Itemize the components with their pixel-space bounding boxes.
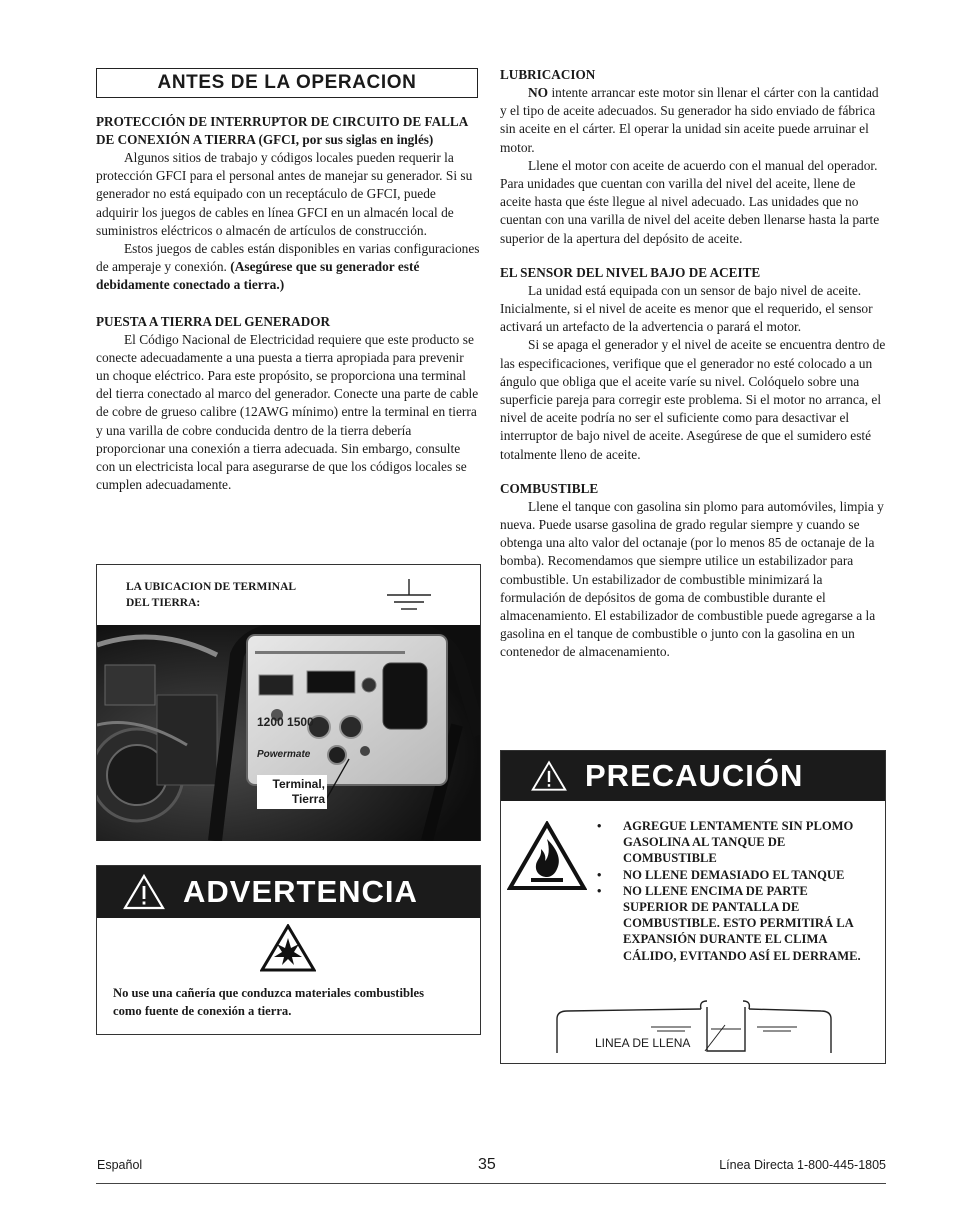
footer-page-number: 35	[478, 1156, 496, 1173]
panel-brand: Powermate	[257, 749, 311, 760]
oil-sensor-paragraph-1: La unidad está equipada con un sensor de bajo nivel de aceite. Inicialmente, si el nivel de aceite es menor que el requerido, el sensor activará un artefacto de la advertencia o parará el motor.	[500, 282, 873, 335]
gfci-paragraph-2	[96, 240, 480, 295]
caution-bullet-2: • NO LLENE DEMASIADO EL TANQUE	[595, 867, 865, 883]
warning-banner	[97, 866, 480, 918]
warning-triangle-icon	[123, 874, 165, 910]
section-title: ANTES DE LA OPERACION	[157, 72, 417, 93]
fuel-paragraph-1: Llene el tanque con gasolina sin plomo para automóviles, limpia y nueva. Puede usarse gasolina de grado regular siempre y cuando se obtenga una alto valor del octanaje (por lo menos 85 de octanaje de la bomba). Recomendamos que siempre utilice un estabilizador para combustible. Un estabilizador de combustible minimizará la formulación de depósitos de goma de combustible durante el almacenamiento. El estabilizador de combustible puede agregarse a la gasolina en el tanque de combustible o junto con la gasolina en un contenedor de almacenamiento.	[500, 498, 884, 660]
lubrication-heading: LUBRICACION	[500, 67, 596, 82]
footer-hotline: Línea Directa 1-800-445-1805	[719, 1158, 886, 1172]
gfci-paragraph-1: Algunos sitios de trabajo y códigos locales pueden requerir la protección GFCI para el personal antes de manejar su generador. Si su generador no está equipado con un receptáculo de GFCI, puede adquirir los juegos de cables en línea GFCI en un almacén local de suministros eléctricos o almacén de artículos de construcción.	[96, 150, 473, 238]
caution-banner	[501, 751, 885, 801]
lubrication-paragraph-1	[500, 84, 886, 157]
terminal-label-line-1: Terminal,	[272, 777, 325, 791]
caution-title: PRECAUCIÓN	[585, 758, 804, 793]
flammable-icon	[507, 821, 587, 891]
lubrication-paragraph-1-text: intente arrancar este motor sin llenar el cárter con la cantidad y el tipo de aceite adecuados. Su generador ha sido enviado de fábrica sin aceite en el cárter. El operar la unidad sin aceite puede arruinar el motor.	[500, 85, 879, 155]
caution-list	[595, 818, 865, 964]
fuel-heading: COMBUSTIBLE	[500, 480, 599, 496]
panel-numbers: 1200 1500	[257, 715, 314, 729]
explosion-hazard-icon	[260, 924, 316, 972]
warning-box	[96, 865, 481, 1035]
caution-triangle-icon	[531, 760, 567, 792]
ground-symbol-icon	[385, 579, 433, 615]
gfci-heading: PROTECCIÓN DE INTERRUPTOR DE CIRCUITO DE FALLA DE CONEXIÓN A TIERRA (GFCI, por sus siglas en inglés)	[96, 114, 468, 147]
lubrication-no: NO	[528, 85, 549, 100]
gfci-paragraph-2-bold: (Asegúrese que su generador esté debidamente conectado a tierra.)	[96, 259, 420, 293]
gfci-paragraph-2-text: Estos juegos de cables están disponibles en varias configuraciones de amperaje y conexión.	[96, 241, 480, 275]
terminal-label-line-2: Tierra	[291, 792, 325, 806]
terminal-label	[257, 775, 327, 809]
footer-language: Español	[97, 1158, 143, 1172]
ground-paragraph-1: El Código Nacional de Electricidad requiere que este producto se conecte adecuadamente a una puesta a tierra apropiada para prevenir un choque eléctrico. Para este propósito, se proporciona una terminal del tierra conectado al marco del generador. Conecte una parte de cable de cobre de grueso calibre (12AWG mínimo) entre la terminal en tierra y una varilla de cobre conducida dentro de la tierra debería proporcionar una conexión a tierra adecuada. Sin embargo, consulte con un electricista local para asegurarse de que los códigos locales se cumplen adecuadamente.	[96, 331, 479, 493]
caption-line-1: LA UBICACION DE TERMINAL	[126, 581, 297, 593]
caution-box	[500, 750, 886, 1064]
caution-bullet-1: • AGREGUE LENTAMENTE SIN PLOMO GASOLINA AL TANQUE DE COMBUSTIBLE	[595, 818, 865, 867]
fill-line-label: LINEA DE LLENA	[595, 1036, 691, 1050]
section-title-box	[96, 68, 478, 98]
left-column	[96, 113, 480, 494]
lubrication-paragraph-2: Llene el motor con aceite de acuerdo con el manual del operador. Para unidades que cuentan con varilla del nivel del aceite, llene de aceite hasta que éste llegue al nivel adecuado. Las unidades que no cuentan con una varilla de nivel del aceite deben llenarse hasta la parte superior de la apertura del depósito de aceite.	[500, 157, 880, 246]
warning-title: ADVERTENCIA	[183, 874, 418, 909]
right-column	[500, 66, 886, 662]
warning-text: No use una cañería que conduzca materiales combustibles como fuente de conexión a tierra.	[113, 986, 424, 1018]
footer-rule	[96, 1183, 886, 1184]
caution-bullet-3: • NO LLENE ENCIMA DE PARTE SUPERIOR DE PANTALLA DE COMBUSTIBLE. ESTO PERMITIRÁ LA EXPANSIÓN DURANTE EL CLIMA CÁLIDO, EVITANDO ASÍ EL DERRAME.	[595, 883, 865, 964]
oil-sensor-paragraph-2: Si se apaga el generador y el nivel de aceite se encuentra dentro de las especificaciones, verifique que el generador no esté colocado a un ángulo que obliga que el aceite varíe su nivel. Colóquelo sobre una superficie pareja para corregir este problema. Si el motor no arranca, el nivel de aceite podría no ser el suficiente como para desactivar el interruptor de bajo nivel de aceite. Asegúrese de que el sumidero esté totalmente lleno de aceite.	[500, 337, 886, 462]
caption-line-2: DEL TIERRA:	[126, 597, 201, 609]
ground-heading: PUESTA A TIERRA DEL GENERADOR	[96, 313, 331, 329]
terminal-figure-caption	[126, 579, 296, 611]
oil-sensor-heading: EL SENSOR DEL NIVEL BAJO DE ACEITE	[500, 264, 761, 280]
terminal-figure	[96, 564, 481, 841]
